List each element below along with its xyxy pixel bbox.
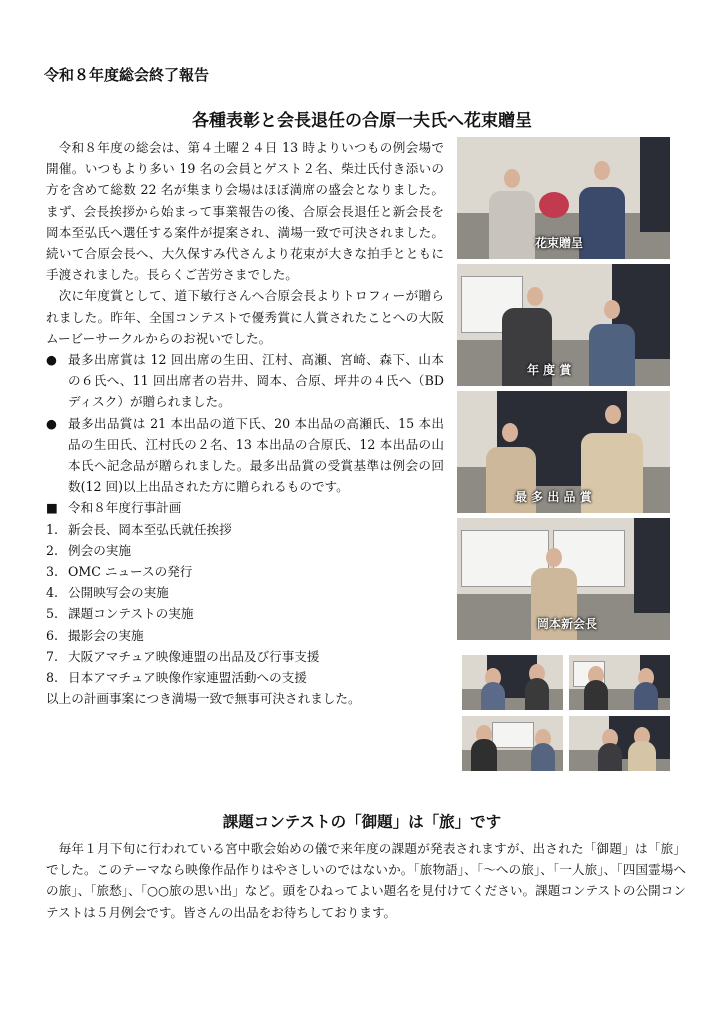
bottom-paragraph: 毎年１月下旬に行われている宮中歌会始めの儀で来年度の課題が発表されますが、出された「御題」は「旅」でした。このテーマなら映像作品作りはやさしいのではないか。「旅物語」、「～への旅」、「一人旅」、「四国霊場への旅」、「旅愁」、「○○旅の思い出」など。頭をひねってよい題名を見付けてください。課題コンテストの公開コンテストは５月例会です。皆さんの出品をお待ちしております。 xyxy=(46,841,686,920)
photo-thumbnail xyxy=(569,655,670,710)
plan-item xyxy=(46,561,444,582)
plan-item xyxy=(46,667,444,688)
main-headline: 各種表彰と会長退任の合原一夫氏へ花束贈呈 xyxy=(192,111,532,131)
photo-caption: 花束贈呈 xyxy=(535,236,584,250)
award-paragraph: 次に年度賞として、道下敏行さんへ合原会長よりトロフィーが贈られました。昨年、全国コンテストで優秀賞に人賞されたことへの大阪ムービーサークルからのお祝いでした。 xyxy=(46,288,444,346)
sub-headline: 課題コンテストの「御題」は「旅」です xyxy=(222,813,502,831)
plan-item xyxy=(46,519,444,540)
plan-item xyxy=(46,625,444,646)
photo-caption: 年 度 賞 xyxy=(527,363,572,377)
plan-number: 7. xyxy=(46,648,59,664)
plan-item xyxy=(46,603,444,624)
plan-text: 課題コンテストの実施 xyxy=(68,606,194,622)
plan-number: 5. xyxy=(46,606,59,622)
plan-number: 4. xyxy=(46,585,59,601)
photo-bouquet-presentation xyxy=(457,137,670,259)
report-title: 令和８年度総会終了報告 xyxy=(44,66,210,84)
plan-number: 2. xyxy=(46,542,59,558)
photo-thumbnail xyxy=(462,655,563,710)
plan-item xyxy=(46,540,444,561)
bullet-item xyxy=(46,413,444,498)
bullet-marker: ● xyxy=(46,352,57,368)
photo-caption: 最 多 出 品 賞 xyxy=(515,490,592,504)
plan-text: 大阪アマチュア映像連盟の出品及び行事支援 xyxy=(68,648,320,664)
plan-number: 6. xyxy=(46,627,59,643)
photo-caption: 岡本新会長 xyxy=(537,617,598,631)
photo-thumbnail xyxy=(569,716,670,771)
bouquet-icon xyxy=(539,192,569,218)
photo-new-president xyxy=(457,518,670,640)
bullet-text: 最多出席賞は 12 回出席の生田、江村、高瀬、宮崎、森下、山本の６氏へ、11 回出席者の岩井、岡本、合原、坪井の４氏へ（BD ディスク）が贈られました。 xyxy=(68,352,444,410)
plan-heading-marker: ■ xyxy=(46,500,58,516)
plan-number: 8. xyxy=(46,670,59,686)
plan-text: 例会の実施 xyxy=(68,542,131,558)
plan-text: 公開映写会の実施 xyxy=(68,585,169,601)
plan-text: 日本アマチュア映像作家連盟活動への支援 xyxy=(68,670,307,686)
closing-line: 以上の計画事案につき満場一致で無事可決されました。 xyxy=(46,691,361,707)
plan-text: OMC ニュースの発行 xyxy=(68,564,193,580)
article-body xyxy=(46,137,444,709)
plan-text: 撮影会の実施 xyxy=(68,627,144,643)
plan-number: 3. xyxy=(46,564,59,580)
plan-item xyxy=(46,646,444,667)
photo-annual-award xyxy=(457,264,670,386)
plan-item xyxy=(46,582,444,603)
plan-heading xyxy=(46,497,444,518)
plan-number: 1. xyxy=(46,521,59,537)
plan-text: 新会長、岡本至弘氏就任挨拶 xyxy=(68,521,232,537)
intro-paragraph: 令和８年度の総会は、第４土曜２４日 13 時よりいつもの例会場で開催。いつもより多い 19 名の会員とゲスト２名、柴辻氏付き添いの方を含めて総数 22 名が集まり会場はほぼ満席の盛会となりました。まず、会長挨拶から始まって事業報告の後、合原会長退任と新会長を岡本至弘氏へ選任する案件が提案され、満場一致で可決されました。続いて合原会長へ、大久保すみ代さんより花束が大きな拍手とともに手渡されました。長らくご苦労さまでした。 xyxy=(46,140,444,283)
bullet-marker: ● xyxy=(46,415,57,431)
photo-most-entries-award xyxy=(457,391,670,513)
bullet-text: 最多出品賞は 21 本出品の道下氏、20 本出品の高瀬氏、15 本出品の生田氏、江村氏の２名、13 本出品の合原氏、12 本出品の山本氏へ記念品が贈られました。最多出品賞の受賞基準は例会の回数(12 回)以上出品された方に贈られるものです。 xyxy=(68,415,444,495)
bullet-item xyxy=(46,349,444,413)
photo-thumbnail xyxy=(462,716,563,771)
plan-heading-text: 令和８年度行事計画 xyxy=(68,500,182,516)
